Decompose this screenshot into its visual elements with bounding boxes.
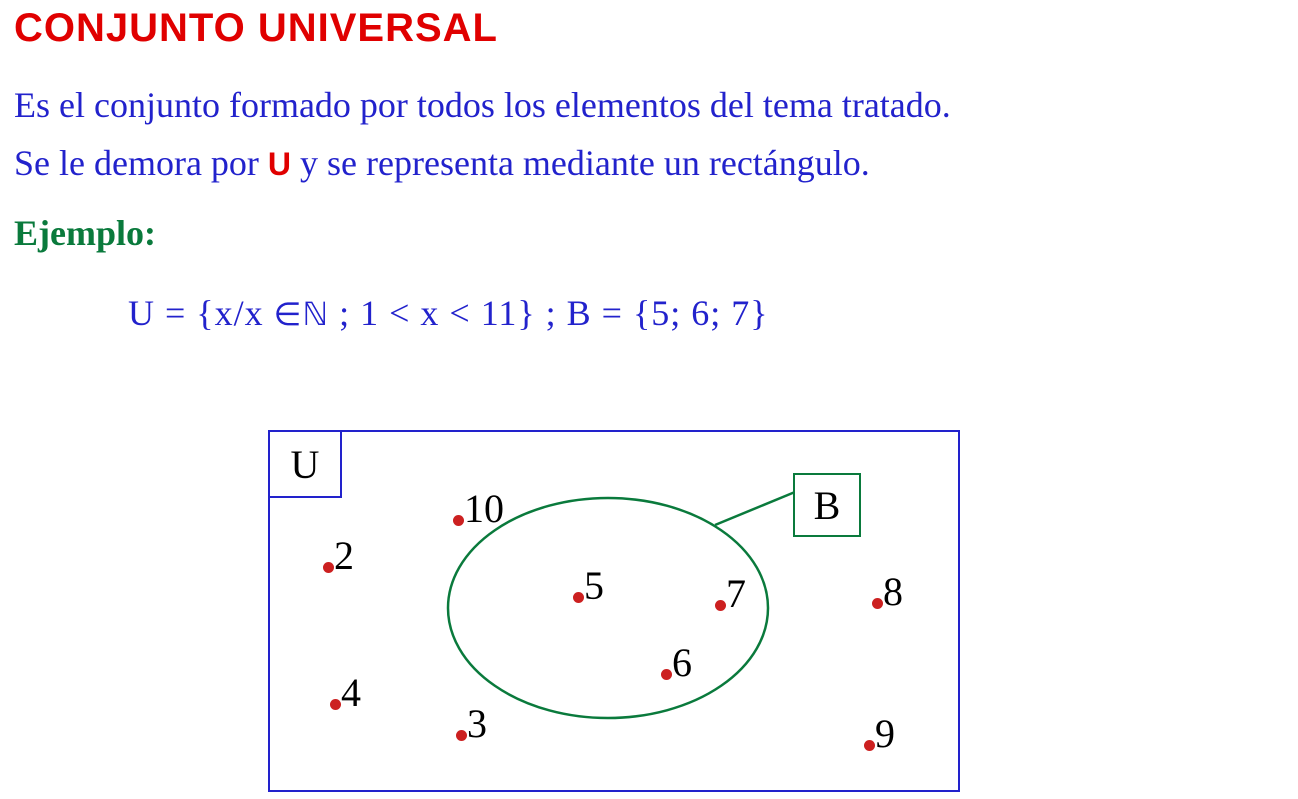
universal-set-label-box	[268, 430, 342, 498]
point-dot-icon	[864, 740, 875, 751]
formula-prefix: U = {x/x	[128, 293, 274, 333]
definition-line-1: Es el conjunto formado por todos los elementos del tema tratado.	[14, 85, 951, 125]
element-label: 3	[467, 701, 487, 746]
element-label: 5	[584, 563, 604, 608]
element-label: 10	[464, 486, 504, 531]
universal-set-label: U	[290, 441, 320, 487]
point-dot-icon	[715, 600, 726, 611]
definition-line-2-part1: Se le demora por	[14, 143, 268, 183]
point-dot-icon	[456, 730, 467, 741]
point-dot-icon	[872, 598, 883, 609]
point-dot-icon	[573, 592, 584, 603]
natural-numbers-icon: ℕ	[302, 295, 330, 333]
point-dot-icon	[323, 562, 334, 573]
element-of-icon: ∈	[273, 295, 303, 333]
point-dot-icon	[453, 515, 464, 526]
set-b-label-box	[793, 473, 861, 537]
element-label: 9	[875, 711, 895, 756]
element-label: 4	[341, 670, 361, 715]
element-label: 2	[334, 533, 354, 578]
venn-diagram	[268, 430, 964, 796]
element-label: 8	[883, 569, 903, 614]
example-label: Ejemplo:	[14, 213, 156, 253]
point-dot-icon	[661, 669, 672, 680]
point-dot-icon	[330, 699, 341, 710]
definition-line-2	[14, 142, 870, 184]
element-label: 7	[726, 571, 746, 616]
formula-condition: ; 1 < x < 11} ; B = {5; 6; 7}	[329, 293, 769, 333]
set-b-label: B	[813, 482, 841, 528]
set-b-leader-line	[715, 492, 795, 525]
universal-symbol: U	[267, 146, 292, 182]
definition-line-2-part2: y se representa mediante un rectángulo.	[291, 143, 870, 183]
example-formula	[128, 292, 769, 334]
element-label: 6	[672, 640, 692, 685]
page-title: CONJUNTO UNIVERSAL	[14, 6, 498, 50]
